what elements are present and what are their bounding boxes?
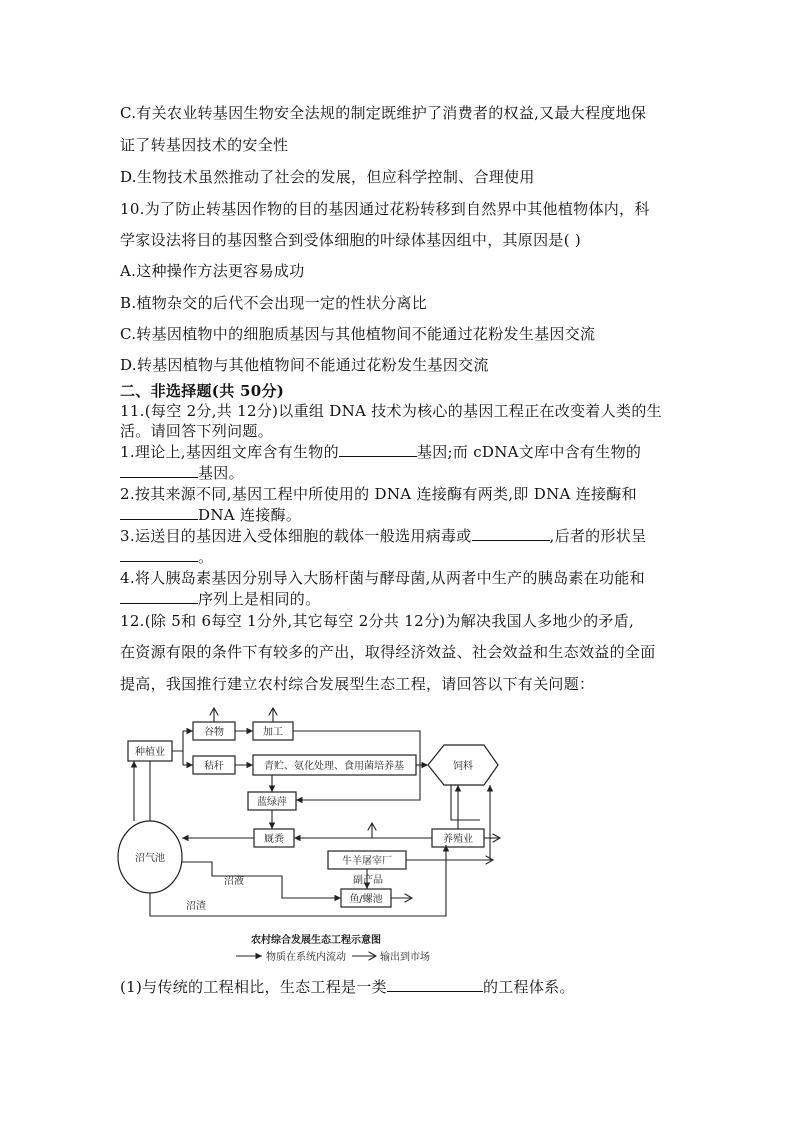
straw-label: 秸秆 xyxy=(204,761,224,772)
residue-label: 沼渣 xyxy=(186,901,206,912)
section-2-heading: 二、非选择题(共 50分) xyxy=(120,382,285,400)
answer-blank[interactable] xyxy=(387,977,483,992)
manure-label: 厩粪 xyxy=(264,834,284,845)
question-10-option-a: A.这种操作方法更容易成功 xyxy=(120,262,305,280)
question-12-line-3: 提高，我国推行建立农村综合发展型生态工程，请回答以下有关问题： xyxy=(120,675,595,693)
question-12-part-1 xyxy=(120,976,575,997)
biogas-label: 沼气池 xyxy=(135,853,165,864)
livestock-label: 养殖业 xyxy=(443,834,473,845)
text: 基因。 xyxy=(198,464,244,482)
option-c-line-2: 证了转基因技术的安全性 xyxy=(120,136,289,154)
question-11-line-1: 11.(每空 2分,共 12分)以重组 DNA 技术为核心的基因工程正在改变着人类的生 xyxy=(120,402,662,420)
question-10-option-b: B.植物杂交的后代不会出现一定的性状分离比 xyxy=(120,294,428,312)
text: DNA 连接酶。 xyxy=(198,506,302,524)
slaughterhouse-label: 牛羊屠宰厂 xyxy=(342,856,392,867)
question-12-line-1: 12.(除 5和 6每空 1分外,其它每空 2分共 12分)为解决我国人多地少的矛盾, xyxy=(120,612,635,630)
text: (1)与传统的工程相比，生态工程是一类 xyxy=(120,978,387,996)
question-10-option-d: D.转基因植物与其他植物间不能通过花粉发生基因交流 xyxy=(120,356,489,374)
feed-label: 饲料 xyxy=(453,761,473,772)
option-c-line-1: C.有关农业转基因生物安全法规的制定既维护了消费者的权益,又最大程度地保 xyxy=(120,104,647,122)
grain-label: 谷物 xyxy=(204,727,224,738)
text: 基因;而 cDNA文库中含有生物的 xyxy=(416,443,642,461)
question-11-sub-2: 2.按其来源不同,基因工程中所使用的 DNA 连接酶有两类,即 DNA 连接酶和 xyxy=(120,485,637,503)
text: 。 xyxy=(198,548,214,566)
planting-label: 种植业 xyxy=(135,747,165,758)
text: ,后者的形状呈 xyxy=(549,527,647,545)
question-11-sub-4: 4.将人胰岛素基因分别导入大肠杆菌与酵母菌,从两者中生产的胰岛素在功能和 xyxy=(120,569,645,587)
question-10-line-1: 10.为了防止转基因作物的目的基因通过花粉转移到自然界中其他植物体内，科 xyxy=(120,200,650,218)
legend-market-output: 输出到市场 xyxy=(380,952,430,963)
processing-label: 加工 xyxy=(263,727,283,738)
legend-internal-flow: 物质在系统内流动 xyxy=(266,952,346,963)
fish-pond-label: 鱼/螺池 xyxy=(349,894,383,905)
question-11-line-2: 活。请回答下列问题。 xyxy=(120,422,274,440)
azolla-label: 蓝绿萍 xyxy=(257,797,287,808)
option-d: D.生物技术虽然推动了社会的发展，但应科学控制、合理使用 xyxy=(120,168,535,186)
text: 的工程体系。 xyxy=(482,978,575,996)
treatment-label: 青贮、氨化处理、食用菌培养基 xyxy=(264,761,404,772)
diagram-caption: 农村综合发展生态工程示意图 xyxy=(251,935,381,946)
slurry-label: 沼液 xyxy=(224,876,244,887)
question-10-line-2: 学家设法将目的基因整合到受体细胞的叶绿体基因组中，其原因是( ) xyxy=(120,231,582,249)
byproduct-label: 副产品 xyxy=(353,875,383,886)
question-10-option-c: C.转基因植物中的细胞质基因与其他植物间不能通过花粉发生基因交流 xyxy=(120,325,596,343)
question-12-line-2: 在资源有限的条件下有较多的产出，取得经济效益、社会效益和生态效益的全面 xyxy=(120,643,656,661)
text: 1.理论上,基因组文库含有生物的 xyxy=(120,443,339,461)
text: 3.运送目的基因进入受体细胞的载体一般选用病毒或 xyxy=(120,527,472,545)
text: 序列上是相同的。 xyxy=(198,590,321,608)
